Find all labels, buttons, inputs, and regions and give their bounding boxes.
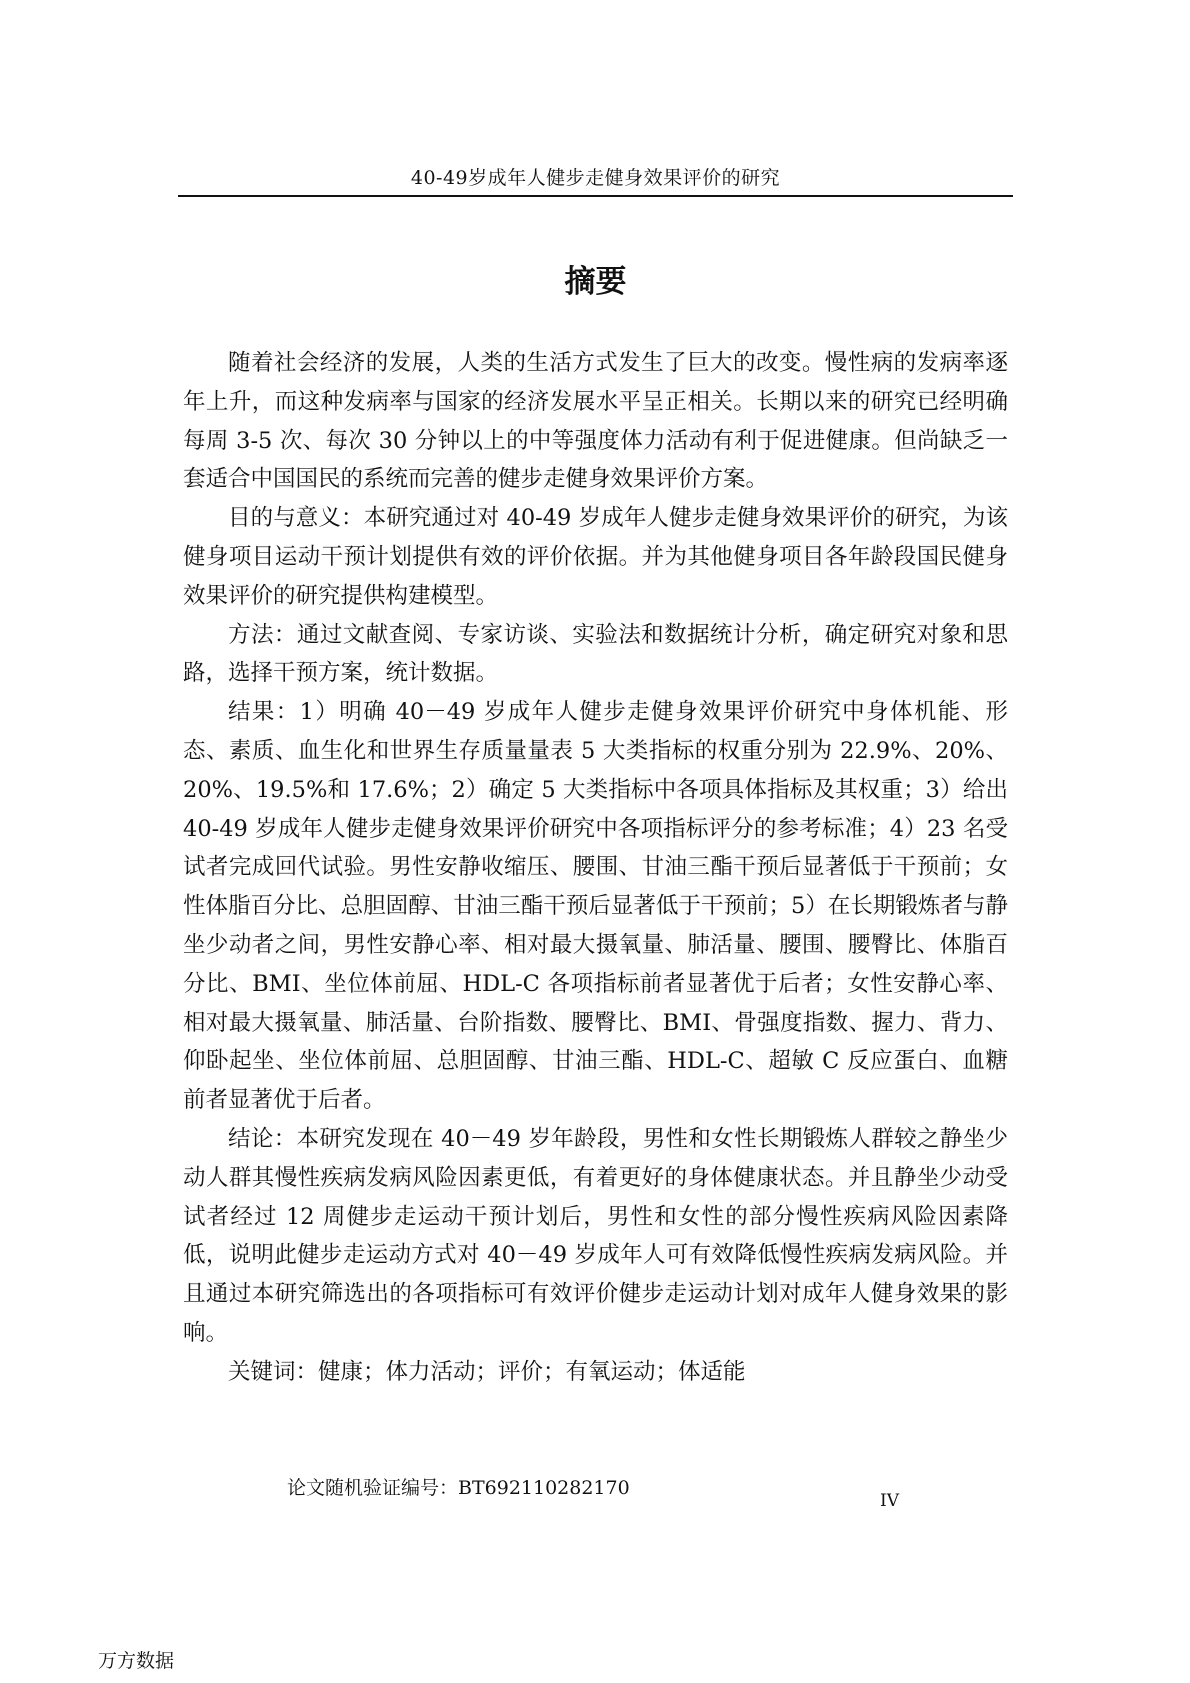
verification-number: 论文随机验证编号：BT692110282170	[287, 1477, 630, 1499]
header-divider	[178, 195, 1013, 197]
watermark-text: 万方数据	[98, 1650, 175, 1672]
abstract-keywords: 关键词：健康；体力活动；评价；有氧运动；体适能	[228, 1358, 746, 1385]
abstract-paragraph-results: 结果：1）明确 40－49 岁成年人健步走健身效果评价研究中身体机能、形态、素质、血生化和世界生存质量量表 5 大类指标的权重分别为 22.9%、20%、20%、19.5%和 17.6%；2）确定 5 大类指标中各项具体指标及其权重；3）给出 40-49 岁成年人健步走健身效果评价研究中各项指标评分的参考标准；4）23 名受试者完成回代试验。男性安静收缩压、腰围、甘油三酯干预后显著低于干预前；女性体脂百分比、总胆固醇、甘油三酯干预后显著低于干预前；5）在长期锻炼者与静坐少动者之间，男性安静心率、相对最大摄氧量、肺活量、腰围、腰臀比、体脂百分比、BMI、坐位体前屈、HDL-C 各项指标前者显著优于后者；女性安静心率、相对最大摄氧量、肺活量、台阶指数、腰臀比、BMI、骨强度指数、握力、背力、仰卧起坐、坐位体前屈、总胆固醇、甘油三酯、HDL-C、超敏 C 反应蛋白、血糖前者显著优于后者。	[183, 699, 1008, 1114]
abstract-body	[183, 344, 1008, 1392]
page-number: IV	[880, 1491, 899, 1511]
abstract-paragraph-purpose: 目的与意义：本研究通过对 40-49 岁成年人健步走健身效果评价的研究，为该健身项目运动干预计划提供有效的评价依据。并为其他健身项目各年龄段国民健身效果评价的研究提供构建模型。	[183, 505, 1008, 609]
abstract-paragraph-conclusion: 结论：本研究发现在 40－49 岁年龄段，男性和女性长期锻炼人群较之静坐少动人群其慢性疾病发病风险因素更低，有着更好的身体健康状态。并且静坐少动受试者经过 12 周健步走运动干预计划后，男性和女性的部分慢性疾病风险因素降低，说明此健步走运动方式对 40－49 岁成年人可有效降低慢性疾病发病风险。并且通过本研究筛选出的各项指标可有效评价健步走运动计划对成年人健身效果的影响。	[183, 1125, 1008, 1346]
abstract-paragraph-background: 随着社会经济的发展，人类的生活方式发生了巨大的改变。慢性病的发病率逐年上升，而这种发病率与国家的经济发展水平呈正相关。长期以来的研究已经明确每周 3-5 次、每次 30 分钟以上的中等强度体力活动有利于促进健康。但尚缺乏一套适合中国国民的系统而完善的健步走健身效果评价方案。	[183, 350, 1008, 493]
abstract-title: 摘要	[564, 264, 627, 300]
running-header-title: 40-49岁成年人健步走健身效果评价的研究	[410, 167, 781, 189]
abstract-paragraph-methods: 方法：通过文献查阅、专家访谈、实验法和数据统计分析，确定研究对象和思路，选择干预方案，统计数据。	[183, 621, 1008, 687]
